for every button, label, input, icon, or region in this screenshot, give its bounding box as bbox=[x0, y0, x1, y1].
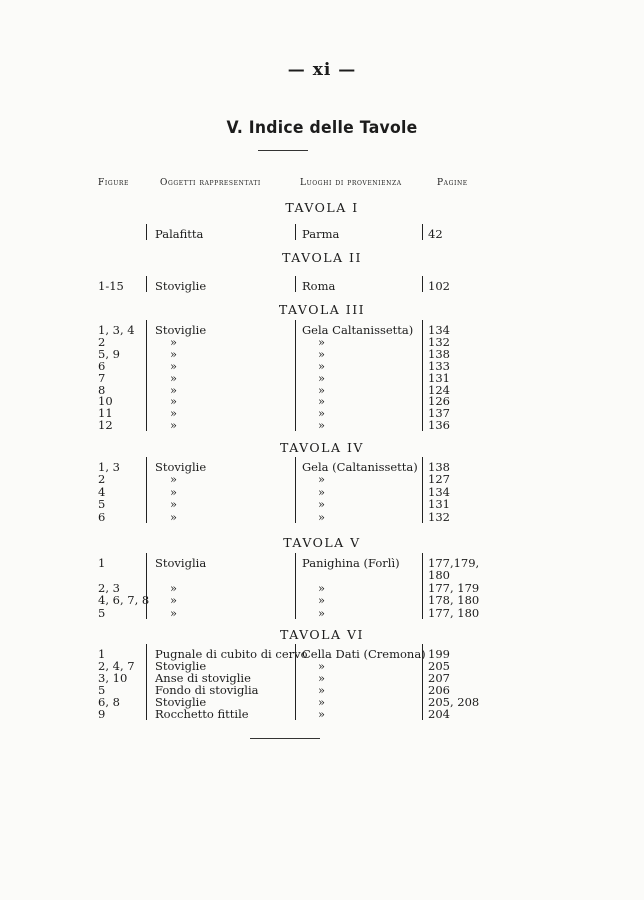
page-cell: 206 bbox=[428, 682, 450, 697]
page-cell: 138 bbox=[428, 346, 450, 361]
column-divider bbox=[146, 320, 147, 431]
figure-cell: 12 bbox=[98, 418, 113, 433]
place-cell: » bbox=[318, 706, 326, 721]
place-cell: » bbox=[318, 670, 326, 685]
place-cell: Gela (Caltanissetta) bbox=[302, 460, 418, 474]
figure-cell: 4 bbox=[98, 484, 106, 499]
place-cell: » bbox=[318, 580, 326, 595]
index-row bbox=[0, 511, 644, 524]
index-row bbox=[0, 228, 644, 241]
page-cell: 177, 180 bbox=[428, 605, 480, 620]
index-row bbox=[0, 557, 644, 570]
figure-cell: 5 bbox=[98, 497, 106, 512]
object-cell: Stoviglie bbox=[155, 323, 207, 337]
object-cell: Stoviglie bbox=[155, 279, 207, 293]
figure-cell: 2 bbox=[98, 334, 106, 349]
place-cell: » bbox=[318, 382, 326, 397]
plate-heading: TAVOLA VI bbox=[280, 627, 364, 642]
column-divider bbox=[422, 644, 423, 720]
column-divider bbox=[146, 553, 147, 619]
page-cell: 102 bbox=[428, 279, 450, 293]
column-divider bbox=[146, 644, 147, 720]
place-cell: » bbox=[318, 358, 326, 373]
column-divider bbox=[295, 457, 296, 523]
object-cell: Stoviglia bbox=[155, 556, 207, 570]
figure-cell: 5 bbox=[98, 682, 106, 697]
figure-cell: 4, 6, 7, 8 bbox=[98, 593, 150, 608]
column-divider bbox=[146, 276, 147, 292]
plate-heading: TAVOLA I bbox=[285, 200, 359, 215]
page-cell: 137 bbox=[428, 406, 450, 421]
page-cell: 133 bbox=[428, 358, 450, 373]
page-cell: 178, 180 bbox=[428, 593, 480, 608]
place-cell: » bbox=[318, 346, 326, 361]
figure-cell: 6 bbox=[98, 358, 106, 373]
page-cell: 136 bbox=[428, 418, 450, 433]
figure-cell: 6 bbox=[98, 509, 106, 524]
place-cell: » bbox=[318, 497, 326, 512]
object-cell: Anse di stoviglie bbox=[155, 670, 251, 685]
object-cell: » bbox=[170, 605, 178, 620]
place-cell: » bbox=[318, 406, 326, 421]
place-cell: Roma bbox=[302, 279, 336, 293]
object-cell: Stoviglie bbox=[155, 460, 207, 474]
index-row bbox=[0, 607, 644, 620]
column-divider bbox=[295, 276, 296, 292]
plate-heading: TAVOLA II bbox=[282, 250, 362, 265]
column-divider bbox=[422, 276, 423, 292]
place-cell: Parma bbox=[302, 227, 340, 241]
object-cell: » bbox=[170, 358, 178, 373]
page-cell: 138 bbox=[428, 460, 450, 474]
object-cell: » bbox=[170, 382, 178, 397]
object-cell: » bbox=[170, 394, 178, 409]
column-divider bbox=[295, 644, 296, 720]
place-cell: » bbox=[318, 394, 326, 409]
page-cell: 134 bbox=[428, 484, 450, 499]
object-cell: » bbox=[170, 406, 178, 421]
page-cell: 205 bbox=[428, 658, 450, 673]
page-cell: 205, 208 bbox=[428, 694, 480, 709]
object-cell: Stoviglie bbox=[155, 658, 207, 673]
figure-cell: 2 bbox=[98, 472, 106, 487]
page-cell: 199 bbox=[428, 647, 450, 661]
object-cell: » bbox=[170, 497, 178, 512]
figure-cell: 5 bbox=[98, 605, 106, 620]
object-cell: » bbox=[170, 580, 178, 595]
figure-cell: 1-15 bbox=[98, 279, 124, 293]
figure-cell: 7 bbox=[98, 370, 106, 385]
page-cell: 132 bbox=[428, 334, 450, 349]
index-row bbox=[0, 708, 644, 721]
place-cell: » bbox=[318, 334, 326, 349]
page-cell: 177, 179 bbox=[428, 580, 480, 595]
object-cell: » bbox=[170, 472, 178, 487]
place-cell: » bbox=[318, 418, 326, 433]
index-row bbox=[0, 419, 644, 432]
figure-cell: 9 bbox=[98, 706, 106, 721]
column-divider bbox=[422, 457, 423, 523]
place-cell: Cella Dati (Cremona) bbox=[302, 647, 426, 661]
place-cell: » bbox=[318, 484, 326, 499]
figure-cell: 1 bbox=[98, 647, 106, 661]
column-header-pages: Pagine bbox=[437, 178, 468, 188]
column-divider bbox=[422, 224, 423, 240]
page-cell: 204 bbox=[428, 706, 450, 721]
page-number: — xi — bbox=[287, 60, 357, 80]
object-cell: » bbox=[170, 484, 178, 499]
figure-cell: 3, 10 bbox=[98, 670, 128, 685]
page-cell: 124 bbox=[428, 382, 450, 397]
object-cell: Rocchetto fittile bbox=[155, 706, 249, 721]
figure-cell: 10 bbox=[98, 394, 113, 409]
place-cell: » bbox=[318, 472, 326, 487]
figure-cell: 1, 3 bbox=[98, 460, 120, 474]
place-cell: » bbox=[318, 658, 326, 673]
title-rule bbox=[258, 150, 308, 151]
place-cell: Panighina (Forlì) bbox=[302, 556, 400, 570]
place-cell: » bbox=[318, 682, 326, 697]
page-title: V. Indice delle Tavole bbox=[226, 118, 418, 138]
column-divider bbox=[295, 224, 296, 240]
object-cell: Fondo di stoviglia bbox=[155, 682, 259, 697]
column-divider bbox=[295, 553, 296, 619]
column-divider bbox=[146, 224, 147, 240]
column-header-places: Luoghi di provenienza bbox=[300, 178, 402, 188]
page-cell: 132 bbox=[428, 509, 450, 524]
object-cell: » bbox=[170, 509, 178, 524]
figure-cell: 1 bbox=[98, 556, 106, 570]
figure-cell: 2, 3 bbox=[98, 580, 120, 595]
index-row bbox=[0, 280, 644, 293]
page-cell: 127 bbox=[428, 472, 450, 487]
end-rule bbox=[250, 738, 320, 739]
page-cell: 131 bbox=[428, 497, 450, 512]
page-cell: 131 bbox=[428, 370, 450, 385]
place-cell: Gela Caltanissetta) bbox=[302, 323, 414, 337]
page-cell: 177,179, bbox=[428, 556, 480, 570]
plate-heading: TAVOLA IV bbox=[280, 440, 364, 455]
object-cell: Stoviglie bbox=[155, 694, 207, 709]
column-divider bbox=[295, 320, 296, 431]
figure-cell: 8 bbox=[98, 382, 106, 397]
page-cell: 134 bbox=[428, 323, 450, 337]
column-divider bbox=[422, 320, 423, 431]
column-divider bbox=[146, 457, 147, 523]
object-cell: » bbox=[170, 370, 178, 385]
object-cell: » bbox=[170, 418, 178, 433]
object-cell: Pugnale di cubito di cervo bbox=[155, 647, 308, 661]
page-cell: 207 bbox=[428, 670, 450, 685]
figure-cell: 6, 8 bbox=[98, 694, 120, 709]
figure-cell: 5, 9 bbox=[98, 346, 120, 361]
figure-cell: 2, 4, 7 bbox=[98, 658, 135, 673]
column-header-objects: Oggetti rappresentati bbox=[160, 178, 261, 188]
plate-heading: TAVOLA III bbox=[278, 302, 366, 317]
object-cell: Palafitta bbox=[155, 227, 204, 241]
page-cell: 126 bbox=[428, 394, 450, 409]
place-cell: » bbox=[318, 694, 326, 709]
place-cell: » bbox=[318, 605, 326, 620]
figure-cell: 11 bbox=[98, 406, 113, 421]
page-cell: 42 bbox=[428, 227, 443, 241]
place-cell: » bbox=[318, 509, 326, 524]
object-cell: » bbox=[170, 346, 178, 361]
column-divider bbox=[422, 553, 423, 619]
plate-heading: TAVOLA V bbox=[283, 535, 361, 550]
page-cell: 180 bbox=[428, 568, 450, 583]
place-cell: » bbox=[318, 593, 326, 608]
column-header-figures: Figure bbox=[98, 178, 129, 188]
figure-cell: 1, 3, 4 bbox=[98, 323, 135, 337]
object-cell: » bbox=[170, 334, 178, 349]
object-cell: » bbox=[170, 593, 178, 608]
place-cell: » bbox=[318, 370, 326, 385]
